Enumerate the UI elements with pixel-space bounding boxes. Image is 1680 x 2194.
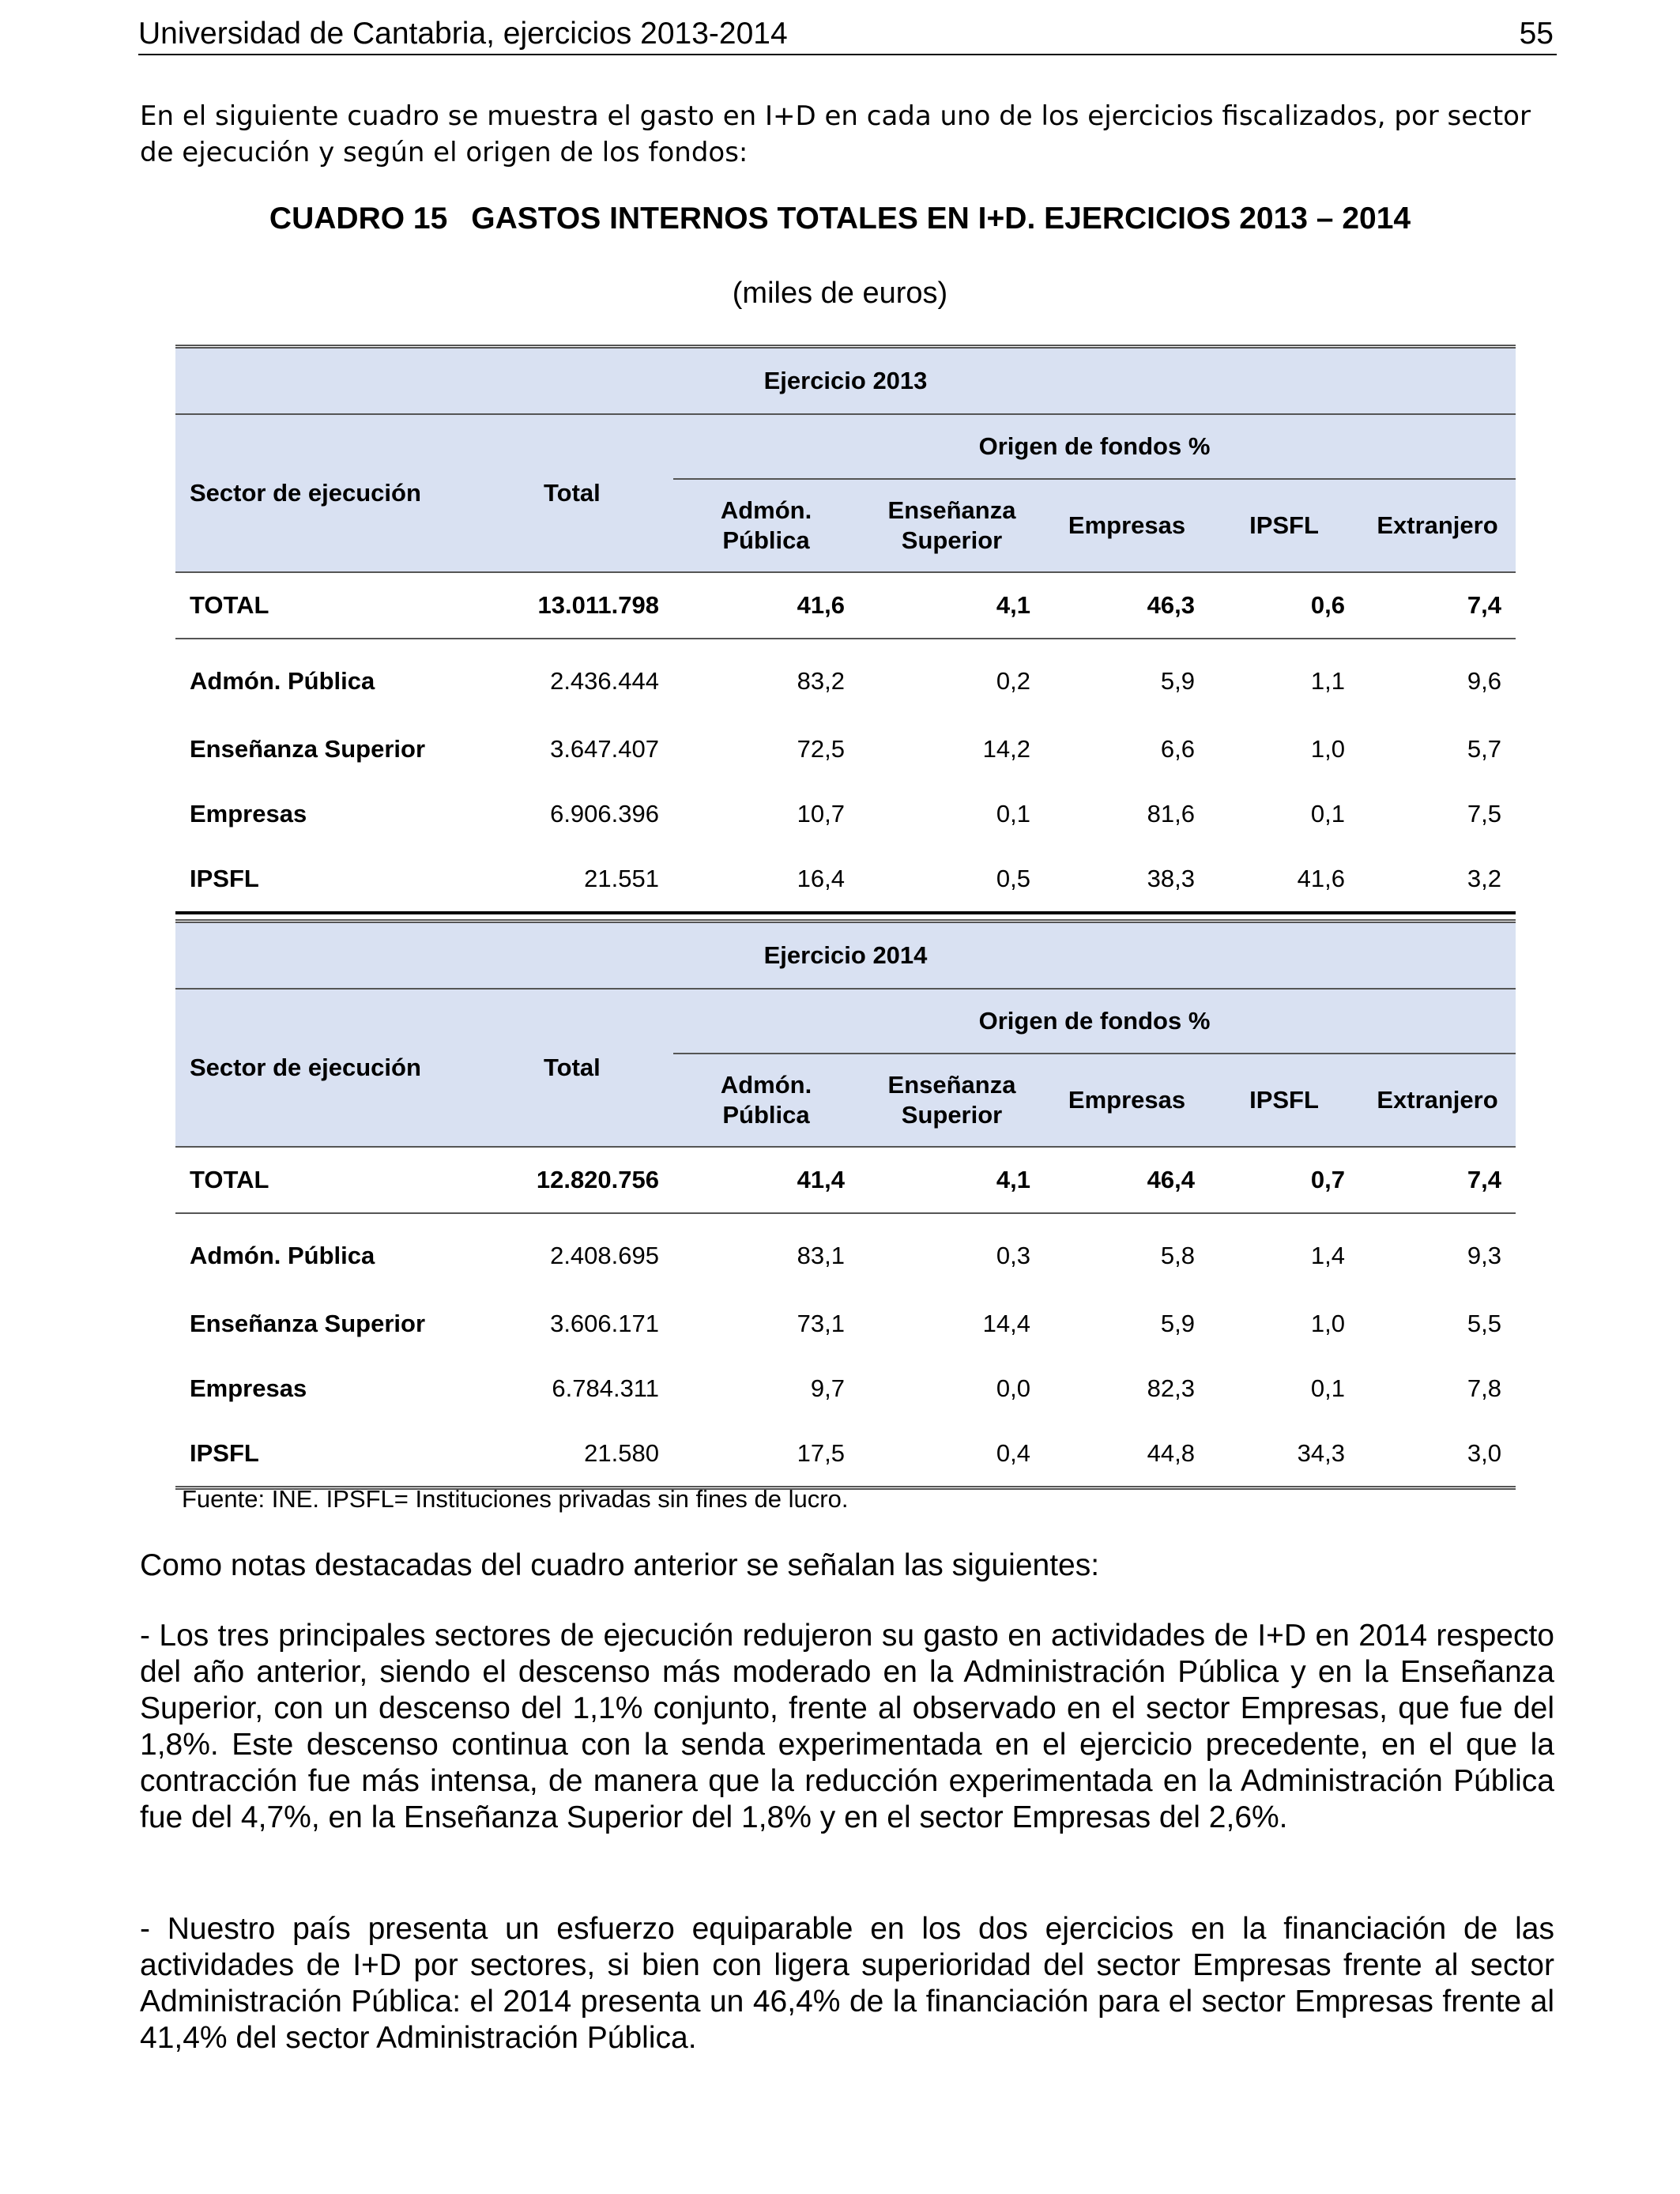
admon-header: Admón. Pública: [673, 1054, 859, 1147]
note-paragraph-2: - Nuestro país presenta un esfuerzo equiparable en los dos ejercicios en la financiación de las actividades de I+D por sectores, si bien con ligera superioridad del sector Empresas frente al sector Administración Pública: el 2014 presenta un 46,4% de la financiación para el sector Empresas frente al 41,4% del sector Administración Pública.: [140, 1912, 1554, 2055]
notes-intro: Como notas destacadas del cuadro anterior se señalan las siguientes:: [140, 1548, 1100, 1582]
note-paragraph-1: - Los tres principales sectores de ejecución redujeron su gasto en actividades de I+D en 2014 respecto del año anterior, siendo el descenso más moderado en la Administración Pública y en la Enseñanza Superior, con un descenso del 1,1% conjunto, frente al observado en el sector Empresas, que fue del 1,8%. Este descenso continua con la senda experimentada en el ejercicio precedente, en el que la contracción fue más intensa, de manera que la reducción experimentada en la Administración Pública fue del 4,7%, en la Enseñanza Superior del 1,8% y en el sector Empresas del 2,6%.: [140, 1619, 1554, 1834]
page-number: 55: [1519, 17, 1554, 51]
table-units: (miles de euros): [732, 277, 948, 310]
total-header: Total: [490, 989, 673, 1147]
table-row: Enseñanza Superior 3.606.171 73,1 14,4 5,9 1,0 5,5: [190, 1310, 1502, 1337]
table-row: Admón. Pública 2.436.444 83,2 0,2 5,9 1,1 9,6: [190, 667, 1502, 695]
page-header: [138, 14, 1557, 55]
empresas-header: Empresas: [1045, 479, 1209, 572]
table-2013: [175, 345, 1516, 914]
table-row-total: TOTAL 13.011.798 41,6 4,1 46,3 0,6 7,4: [175, 572, 1516, 639]
table-row: Empresas 6.784.311 9,7 0,0 82,3 0,1 7,8: [190, 1374, 1502, 1402]
origin-header: Origen de fondos %: [673, 989, 1516, 1054]
ipsfl-header: IPSFL: [1209, 479, 1359, 572]
extranjero-header: Extranjero: [1359, 479, 1516, 572]
ensenanza-header: Enseñanza Superior: [859, 1054, 1045, 1147]
header-title: Universidad de Cantabria, ejercicios 2013-2014: [138, 17, 788, 51]
ipsfl-header: IPSFL: [1209, 1054, 1359, 1147]
sector-header: Sector de ejecución: [175, 989, 490, 1147]
table-title-text: GASTOS INTERNOS TOTALES EN I+D. EJERCICIOS 2013 – 2014: [471, 202, 1411, 236]
empresas-header: Empresas: [1045, 1054, 1209, 1147]
table-row: Admón. Pública 2.408.695 83,1 0,3 5,8 1,4 9,3: [190, 1242, 1502, 1269]
admon-header: Admón. Pública: [673, 479, 859, 572]
table-row: Enseñanza Superior 3.647.407 72,5 14,2 6,6 1,0 5,7: [190, 735, 1502, 763]
year-label: Ejercicio 2014: [175, 922, 1516, 990]
origin-header: Origen de fondos %: [673, 414, 1516, 479]
total-header: Total: [490, 414, 673, 572]
table-2014: [175, 919, 1516, 1490]
table-row: IPSFL 21.580 17,5 0,4 44,8 34,3 3,0: [175, 1421, 1516, 1488]
extranjero-header: Extranjero: [1359, 1054, 1516, 1147]
table-source-note: Fuente: INE. IPSFL= Instituciones privadas sin fines de lucro.: [182, 1485, 849, 1513]
intro-paragraph: En el siguiente cuadro se muestra el gasto en I+D en cada uno de los ejercicios fiscalizados, por sector de ejecución y según el origen de los fondos:: [140, 100, 1531, 168]
ensenanza-header: Enseñanza Superior: [859, 479, 1045, 572]
table-row: IPSFL 21.551 16,4 0,5 38,3 41,6 3,2: [175, 846, 1516, 913]
table-number: CUADRO 15: [269, 202, 448, 236]
table-title: [0, 199, 1680, 239]
year-label: Ejercicio 2013: [175, 347, 1516, 415]
table-row-total: TOTAL 12.820.756 41,4 4,1 46,4 0,7 7,4: [175, 1147, 1516, 1213]
sector-header: Sector de ejecución: [175, 414, 490, 572]
table-row: Empresas 6.906.396 10,7 0,1 81,6 0,1 7,5: [190, 800, 1502, 827]
